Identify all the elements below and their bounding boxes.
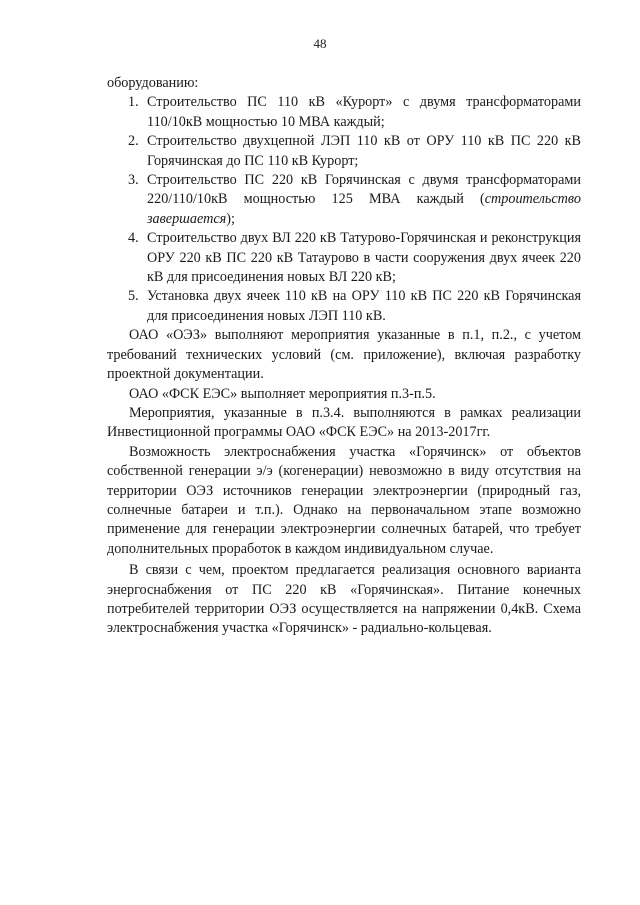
- paragraph-fsk-responsibility: ОАО «ФСК ЕЭС» выполняет мероприятия п.3-п.5.: [129, 385, 436, 402]
- list-item-text: Строительство ПС 110 кВ «Курорт» с двумя трансформаторами 110/10кВ мощностью 10 МВА каждый;: [147, 94, 581, 130]
- list-item: [107, 93, 581, 132]
- measures-list: [107, 93, 581, 326]
- list-item-number: 1.: [128, 94, 139, 111]
- list-item: [107, 229, 581, 287]
- paragraph-oez-responsibility: ОАО «ОЭЗ» выполняют мероприятия указанные в п.1, п.2., с учетом требований технических условий (см. приложение), включая разработку проектной документации.: [107, 327, 581, 383]
- page-number: 48: [313, 36, 327, 51]
- list-item-text: Строительство ПС 220 кВ Горячинская с двумя трансформаторами 220/110/10кВ мощностью 125 МВА каждый (: [147, 172, 581, 208]
- list-item: [107, 287, 581, 326]
- list-item-number: 5.: [128, 288, 139, 305]
- list-item-status-note: строительство завершается: [147, 191, 581, 227]
- list-item-text: Строительство двухцепной ЛЭП 110 кВ от ОРУ 110 кВ ПС 220 кВ Горячинская до ПС 110 кВ Курорт;: [147, 133, 581, 169]
- list-intro: оборудованию:: [107, 75, 199, 91]
- list-item: [107, 171, 581, 229]
- paragraph-supply-scheme: В связи с чем, проектом предлагается реализация основного варианта энергоснабжения от ПС 220 кВ «Горячинская». Питание конечных потребителей территории ОЭЗ осуществляется на напряжении 0,4кВ. Схема электроснабжения участка «Горячинск» - радиально-кольцевая.: [107, 562, 581, 637]
- list-item-number: 2.: [128, 133, 139, 150]
- list-item-number: 4.: [128, 230, 139, 247]
- list-item-text: Установка двух ячеек 110 кВ на ОРУ 110 кВ ПС 220 кВ Горячинская для присоединения новых ЛЭП 110 кВ.: [147, 288, 581, 324]
- paragraph-own-generation: Возможность электроснабжения участка «Горячинск» от объектов собственной генерации э/э (когенерации) невозможно в виду отсутствия на территории ОЭЗ источников генерации электроэнергии (природный газ, солнечные батареи и т.п.). Однако на первоначальном этапе возможно применение для генерации электроэнергии солнечных батарей, что требует дополнительных проработок в каждом индивидуальном случае.: [107, 443, 581, 557]
- list-item-number: 3.: [128, 172, 139, 189]
- list-item-text: Строительство двух ВЛ 220 кВ Татурово-Горячинская и реконструкция ОРУ 220 кВ ПС 220 кВ Татаурово в части сооружения двух ячеек 220 кВ для присоединения новых ВЛ 220 кВ;: [147, 230, 581, 286]
- paragraph-investment-program: Мероприятия, указанные в п.3.4. выполняются в рамках реализации Инвестиционной программы ОАО «ФСК ЕЭС» на 2013-2017гг.: [107, 404, 581, 441]
- list-item: [107, 132, 581, 171]
- document-body: [107, 74, 581, 639]
- list-item-text-tail: );: [226, 210, 235, 227]
